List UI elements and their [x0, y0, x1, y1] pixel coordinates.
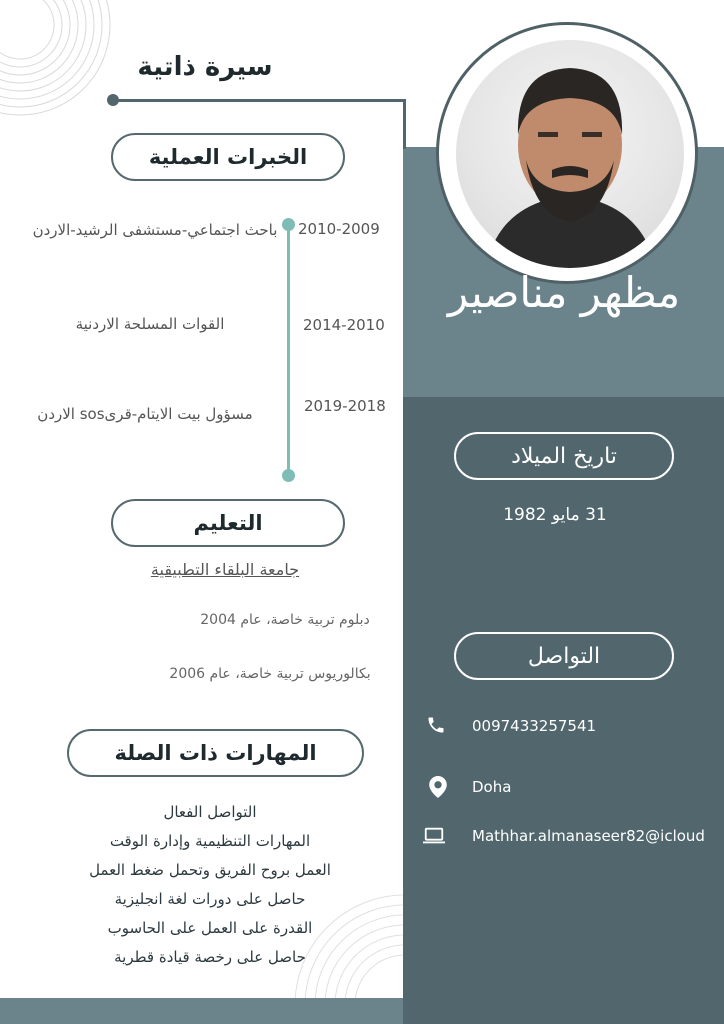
- location-pin-icon: [427, 776, 449, 798]
- laptop-icon: [423, 825, 445, 847]
- birth-heading-label: تاريخ الميلاد: [511, 443, 617, 469]
- skill-item: حاصل على رخصة قيادة قطرية: [114, 948, 306, 966]
- education-item: بكالوريوس تربية خاصة، عام 2006: [169, 666, 371, 682]
- section-experience-heading: [111, 133, 345, 181]
- skill-item: العمل بروح الفريق وتحمل ضغط العمل: [89, 861, 331, 879]
- phone-icon: [425, 714, 447, 736]
- education-item: دبلوم تربية خاصة، عام 2004: [200, 612, 370, 628]
- university-name: جامعة البلقاء التطبيقية: [150, 560, 300, 579]
- connector-line: [114, 99, 406, 102]
- experience-text: القوات المسلحة الاردنية: [75, 315, 225, 333]
- page-title: سيرة ذاتية: [137, 52, 273, 82]
- decorative-arcs-top: [0, 0, 115, 125]
- skill-item: حاصل على دورات لغة انجليزية: [114, 890, 306, 908]
- skill-item: المهارات التنظيمية وإدارة الوقت: [109, 832, 311, 850]
- experience-years: 2014-2010: [303, 316, 385, 334]
- contact-email: Mathhar.almanaseer82@icloud: [472, 827, 705, 845]
- skill-item: القدرة على العمل على الحاسوب: [107, 919, 313, 937]
- skills-heading-label: المهارات ذات الصلة: [114, 741, 317, 765]
- contact-phone: 0097433257541: [472, 717, 597, 735]
- skill-item: التواصل الفعال: [163, 803, 257, 821]
- education-heading-label: التعليم: [193, 511, 263, 535]
- contact-location: Doha: [472, 778, 512, 796]
- section-education-heading: [111, 499, 345, 547]
- person-name: مظهر مناصير: [447, 268, 681, 317]
- experience-text: مسؤول بيت الايتام-قرىsos الاردن: [37, 405, 253, 423]
- experience-years: 2019-2018: [304, 397, 386, 415]
- bottom-strip: [0, 998, 403, 1024]
- experience-years: 2010-2009: [298, 220, 380, 238]
- info-panel: [403, 397, 724, 1024]
- experience-heading-label: الخبرات العملية: [148, 145, 308, 169]
- skills-list: [40, 798, 380, 972]
- birth-date: 31 مايو 1982: [503, 505, 607, 525]
- experience-timeline: [287, 224, 290, 476]
- connector-line-vertical: [403, 99, 406, 149]
- section-skills-heading: [67, 729, 364, 777]
- timeline-dot-bottom: [282, 469, 295, 482]
- contact-heading-label: التواصل: [527, 643, 601, 669]
- profile-photo: [456, 40, 684, 268]
- experience-text: باحث اجتماعي-مستشفى الرشيد-الاردن: [32, 221, 278, 239]
- section-contact-heading: [454, 632, 674, 680]
- section-birth-heading: [454, 432, 674, 480]
